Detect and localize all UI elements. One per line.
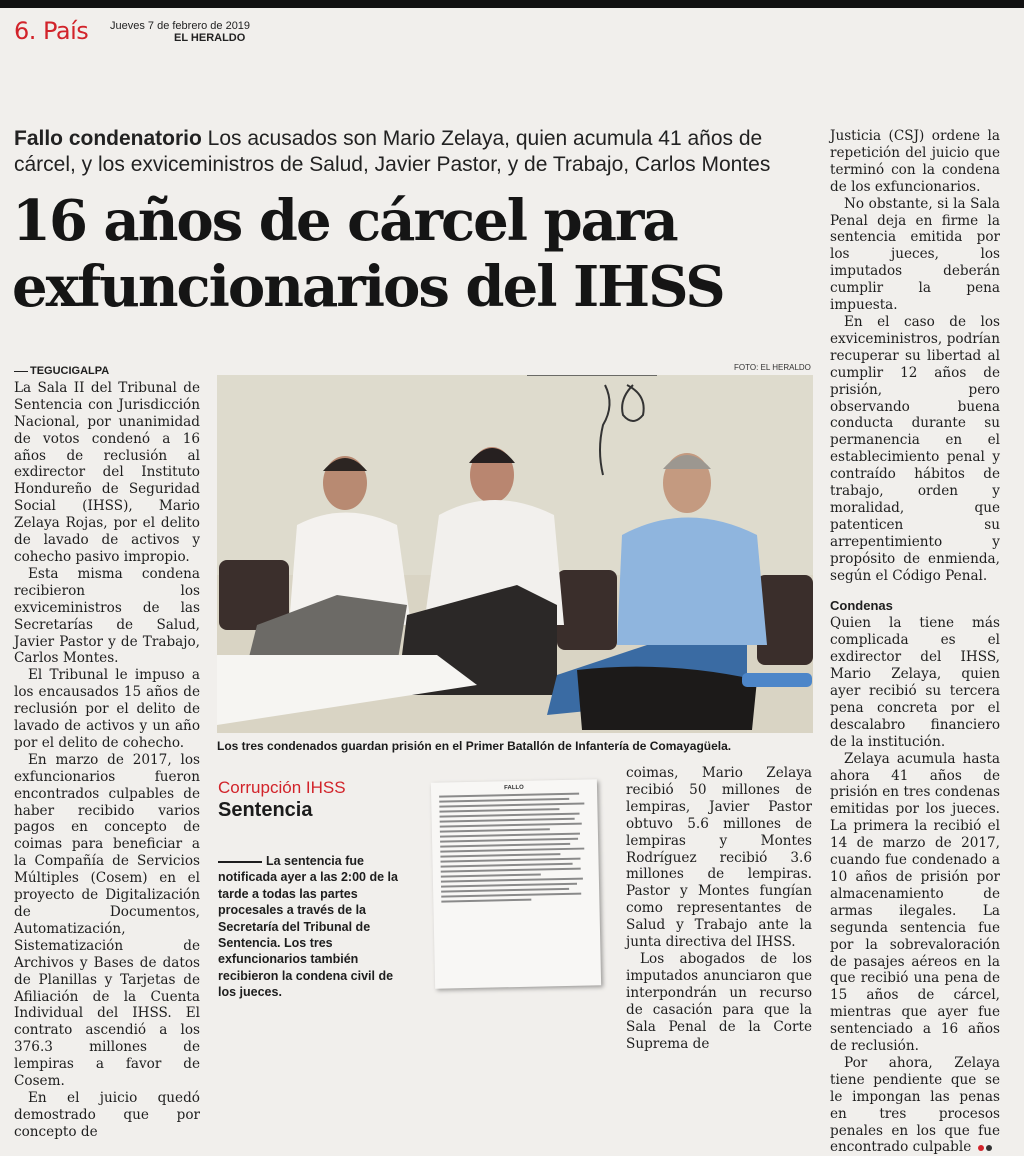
end-mark-icon bbox=[978, 1145, 984, 1151]
subhead-condenas: Condenas bbox=[830, 598, 893, 614]
photo-caption: Los tres condenados guardan prisión en el Primer Batallón de Infantería de Comayagüela. bbox=[217, 739, 732, 753]
paragraph: Justicia (CSJ) ordene la repetición del juicio que terminó con la condena de los exfuncionarios. bbox=[830, 128, 1000, 195]
paragraph: Los abogados de los imputados anunciaron que interpondrán un recurso de casación para que la Sala Penal de la Corte Suprema de bbox=[626, 950, 812, 1052]
paragraph: coimas, Mario Zelaya recibió 50 millones de lempiras, Javier Pastor obtuvo 5.6 millones de lempiras y Montes Rodríguez recibió 3.6 millones de lempiras. Pastor y Montes fungían como representantes de Salud y Trabajo ante la junta directiva del IHSS. bbox=[626, 765, 812, 951]
paper-name: EL HERALDO bbox=[174, 32, 246, 44]
section-label: 6. País bbox=[14, 17, 89, 45]
box-title: Sentencia bbox=[218, 799, 313, 821]
article-column-3 bbox=[626, 765, 812, 1052]
paragraph: Esta misma condena recibieron los exviceministros de las Secretarías de Salud, Javier Pastor y de Trabajo, Carlos Montes. bbox=[14, 565, 200, 667]
paragraph: Quien la tiene más complicada es el exdirector del IHSS, Mario Zelaya, quien ayer recibió su tercera pena concreta por el descalabro financiero de la institución. bbox=[830, 615, 1000, 750]
box-kicker: Corrupción IHSS bbox=[218, 778, 346, 797]
paragraph-text: Por ahora, Zelaya tiene pendiente que se le impongan las penas en tres procesos penales en los que fue encontrado culpable bbox=[830, 1054, 1000, 1156]
kicker-text: Los acusados son Mario Zelaya, quien acumula 41 años de cárcel, y los exviceministros de Salud, Javier Pastor, y de Trabajo, Carlos Montes bbox=[14, 127, 771, 176]
end-mark-icon bbox=[986, 1145, 992, 1151]
paragraph bbox=[830, 1055, 1000, 1156]
paragraph: En el juicio quedó demostrado que por concepto de bbox=[14, 1089, 200, 1140]
kicker bbox=[14, 126, 814, 178]
box-text: La sentencia fue notificada ayer a las 2:00 de la tarde a todas las partes procesales a través de la Secretaría del Tribunal de Sentencia. Los tres exfuncionarios también recibieron la condena civil de los jueces. bbox=[218, 853, 413, 1001]
top-rule bbox=[0, 0, 1024, 8]
kicker-lead: Fallo condenatorio bbox=[14, 127, 202, 150]
dateline bbox=[110, 20, 250, 44]
document-image bbox=[431, 779, 601, 988]
paragraph: El Tribunal le impuso a los encausados 15 años de reclusión por el delito de lavado de activos y un año por el delito de cohecho. bbox=[14, 667, 200, 751]
dateline-city: TEGUCIGALPA bbox=[14, 365, 109, 377]
document-heading: FALLO bbox=[504, 784, 524, 792]
paragraph: La Sala II del Tribunal de Sentencia con Jurisdicción Nacional, por unanimidad de votos condenó a 16 años de reclusión al exdirector del Instituto Hondureño de Seguridad Social (IHSS), Mario Zelaya Rojas, por el delito de lavado de activos y cohecho pasivo impropio. bbox=[14, 379, 200, 565]
article-column-4 bbox=[830, 128, 1000, 1156]
paragraph: En el caso de los exviceministros, podrían recuperar su libertad al cumplir 12 años de prisión, pero observando buena conducta durante su permanencia en el establecimiento penal y contraído hábitos de trabajo, orden y moralidad, que patenticen su arrepentimiento y propósito de enmienda, según el Código Penal. bbox=[830, 313, 1000, 584]
photo-illustration bbox=[217, 375, 813, 733]
headline: 16 años de cárcel para exfuncionarios del IHSS bbox=[12, 188, 724, 320]
news-photo bbox=[217, 375, 813, 733]
photo-credit: FOTO: EL HERALDO bbox=[734, 363, 811, 372]
date-text: Jueves 7 de febrero de 2019 bbox=[110, 20, 251, 32]
paragraph: Zelaya acumula hasta ahora 41 años de prisión en tres condenas emitidas por los jueces. La primera la recibió el 14 de marzo de 2017, cuando fue condenado a 10 años de prisión por almacenamiento de armas ilegales. La segunda sentencia fue por la sobrevaloración de pasajes aéreos en la que recibió una pena de 15 años de cárcel, mientras que ayer fue sentenciado a 16 años de reclusión. bbox=[830, 750, 1000, 1055]
paragraph: No obstante, si la Sala Penal deja en firme la sentencia emitida por los jueces, los imputados deberán cumplir la pena impuesta. bbox=[830, 195, 1000, 314]
paragraph: En marzo de 2017, los exfuncionarios fueron encontrados culpables de haber recibido varios pagos en concepto de coimas para beneficiar a la Compañía de Servicios Múltiples (Cosem) en el proyecto de Digitalización de Documentos, Automatización, Sistematización de Archivos y Bases de datos de Planillas y Tarjetas de Afiliación de la Cuenta Individual del IHSS. El contrato ascendió a los 376.3 millones de lempiras a favor de Cosem. bbox=[14, 751, 200, 1090]
